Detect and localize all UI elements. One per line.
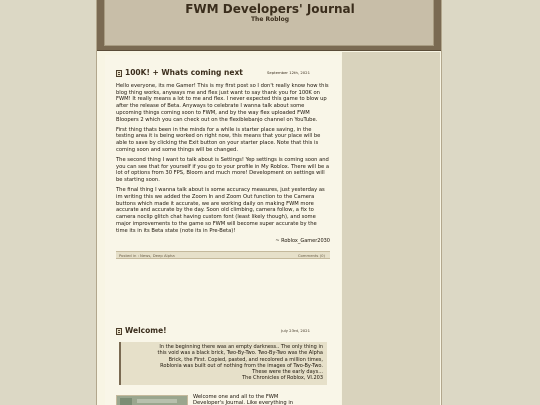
quote-line: In the beginning there was an empty darkness.. The only thing in [159,344,323,350]
quote-line: Brick, the First. Copied, pasted, and recolored a million times, [168,356,323,363]
post-date: July 23rd, 2021 [281,328,310,333]
site-header [97,0,441,51]
document-icon [116,70,122,77]
post-footer [116,251,330,259]
main-content [105,55,341,405]
post-paragraph: Hello everyone, its me Gamer! This is my first post so I don't really know how this blog thing works, anyways me and flex just want to say thank you for 100K on FWM! It really means a lot to me and flex. I never expected this game to blow up after the release of Beta. Anyways to celebrate I wanna talk about some upcoming things coming soon to FWM, and by the way flex uploaded FWM Bloopers 2 which you can check out on the flexiblebanjo channel on YouTube. [116,83,329,123]
post-title[interactable]: 100K! + Whats coming next [125,68,243,77]
quote-attribution: The Chronicles of Roblox, VI.203 [242,375,323,382]
site-title[interactable]: FWM Developers' Journal [185,2,355,16]
site-description: The Roblog [250,16,290,23]
blog-post [116,327,330,405]
comments-link[interactable]: Comments (0) [297,253,325,259]
post-text-line: Welcome one and all to the FWM [193,393,279,400]
blog-post [116,69,330,259]
post-header [116,327,330,339]
blockquote [119,342,327,385]
post-text-line: Developer's Journal. Like everything in [193,400,294,405]
quote-line: These were the early days... [252,369,323,376]
post-text [193,394,323,405]
header-banner [104,0,434,46]
post-body [116,395,330,405]
page-wrapper [96,0,442,405]
post-body [116,83,330,244]
quote-line: this void was a black brick, Two-By-Two. Two-By-Two was the Alpha [157,350,323,357]
post-signature: ~ Roblox_Gamer2030 [275,237,330,244]
game-screenshot-thumbnail[interactable] [116,395,188,405]
post-date: September 12th, 2021 [267,70,310,75]
quote-line: Roblonia was built out of nothing from the images of Two-By-Two. [160,362,323,369]
post-header [116,69,330,81]
post-paragraph: The final thing I wanna talk about is some accuracy measures, just yesterday as im writing this we added the Zoom In and Zoom Out function to the Camera buttons which made it accurate, we are working daily on making FWM more accurate and accurate by the day. Soon old climbing, camera follow, a fix to camera noclip glitch chat having custom font (least likely though), and some major improvements to the game so FWM will become super accurate by the time its in its Beta state (note its in Pre-Beta)! [116,187,325,234]
post-paragraph: The second thing I want to talk about is Settings! Yep settings is coming soon and you can see that for yourself if you go to your profile in My Roblox. There will be a lot of options from 30 FPS, Bloom and much more! Development on settings will be starting soon. [116,157,330,184]
post-title[interactable]: Welcome! [125,326,167,335]
post-paragraph: First thing thats been in the minds for a while is starter place saving, in the testing area it is being worked on right now, this means that your place will be able to save by clicking the Exit button on your starter place. Note that this is coming soon and some things will be changed. [116,126,321,153]
post-categories[interactable]: Posted in : News, Deep Alpha [119,253,175,259]
sidebar [342,52,440,405]
document-icon [116,328,122,335]
